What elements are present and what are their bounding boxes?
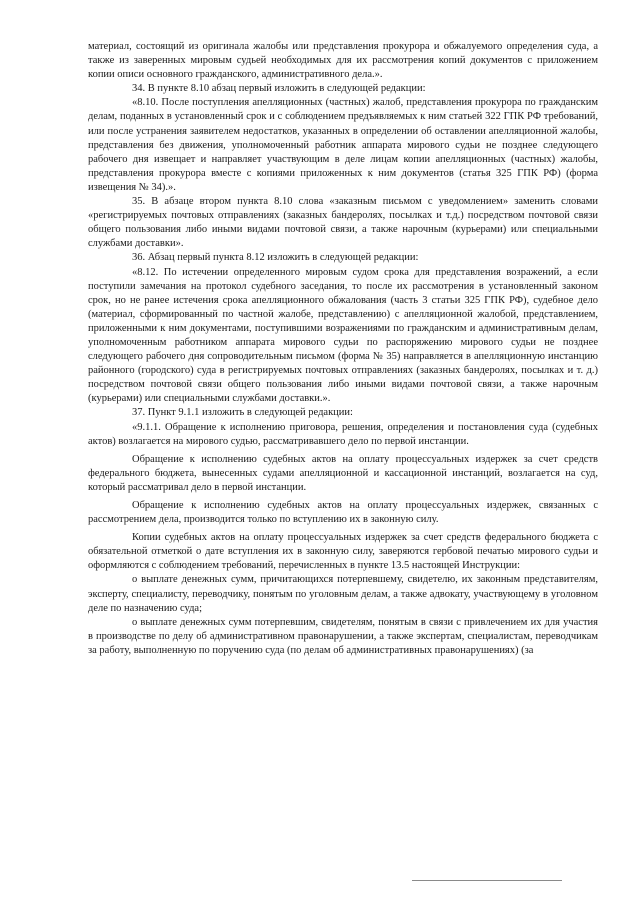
paragraph-9-1-1: «9.1.1. Обращение к исполнению приговора, решения, определения и постановления суда (судебных актов) возлагается на мирового судью, рассматривавшего дело по первой инстанции. [88,421,598,447]
paragraph-payment-victims: о выплате денежных сумм, причитающихся потерпевшему, свидетелю, их законным представителям, эксперту, специалисту, переводчику, понятым по уголовным делам, а также адвокату, участвующему в уголовном деле по назначению суда; [88,574,598,614]
paragraph-copies: Копии судебных актов на оплату процессуальных издержек за счет средств федерального бюджета с обязательной отметкой о дате вступления их в законную силу, заверяются гербовой печатью мирового судьи и оформляются с соблюдением требований, перечисленных в пункте 13.5 настоящей Инструкции: [88,532,598,572]
paragraph-8-12: «8.12. По истечении определенного мировым судом срока для представления возражений, а если поступили замечания на протокол судебного заседания, то после их рассмотрения в установленный законом срок, но не ранее истечения срока апелляционного обжалования (часть 3 статьи 325 ГПК РФ), судебное дело (материал, сформированный по частной жалобе, представлению) с апелляционной жалобой, представлением, приложенными к ним документами, поступившими возражениями по гражданским и административным делам, уполномоченным работником аппарата мирового судьи по распоряжению мирового судьи не позднее следующего рабочего дня сопроводительным письмом (форма № 35) направляется в апелляционную инстанцию районного (городского) суда в регистрируемых почтовых отправлениях (заказных бандеролях, посылках и т. д.) посредством почтовой связи общего пользования либо иными видами почтовой связи, а также нарочным (курьерами) или специальными службами доставки.». [88,266,598,405]
paragraph-continuation: материал, состоящий из оригинала жалобы или представления прокурора и обжалуемого определения суда, а также из заверенных мировым судьей необходимых для их рассмотрения копий документов с приложением копии описи основного гражданского, административного дела.». [88,41,598,81]
paragraph-item-36: 36. Абзац первый пункта 8.12 изложить в следующей редакции: [132,252,419,264]
paragraph-payment-witnesses: о выплате денежных сумм потерпевшим, свидетелям, понятым в связи с привлечением их для участия в производстве по делу об административном правонарушении, а также экспертам, специалистам, переводчикам за работу, выполненную по поручению суда (по делам об административных правонарушениях) (за [88,616,598,656]
paragraph-appeal-costs: Обращение к исполнению судебных актов на оплату процессуальных издержек за счет средств федерального бюджета, вынесенных судами апелляционной и кассационной инстанций, возлагается на суд, который рассматривал дело в первой инстанции. [88,453,598,493]
paragraph-item-34: 34. В пункте 8.10 абзац первый изложить в следующей редакции: [132,83,426,95]
document-body [88,40,598,658]
footer-rule [412,880,562,881]
paragraph-item-35: 35. В абзаце втором пункта 8.10 слова «заказным письмом с уведомлением» заменить словами «регистрируемых почтовых отправлениях (заказных бандеролях, посылках и т.д.) посредством почтовой связи общего пользования либо иными видами почтовой связи, а также нарочным (курьерами) или специальными службами доставки». [88,196,598,250]
paragraph-8-10: «8.10. После поступления апелляционных (частных) жалоб, представления прокурора по гражданским делам, поданных в установленный срок и с соблюдением предъявляемых к ним статьей 322 ГПК РФ требований, или после устранения заявителем недостатков, указанных в определении об оставлении апелляционной жалобы, представления без движения, уполномоченный работник аппарата мирового судьи не позднее следующего рабочего дня извещает и направляет участвующим в деле лицам копии апелляционных (частных) жалобы, представления прокурора вместе с копиями приложенных к ним документов (статья 325 ГПК РФ) (форма извещения № 34).». [88,97,598,193]
paragraph-legal-force: Обращение к исполнению судебных актов на оплату процессуальных издержек, связанных с рассмотрением дела, производится только по вступлению их в законную силу. [88,500,598,526]
paragraph-item-37: 37. Пункт 9.1.1 изложить в следующей редакции: [132,407,353,419]
